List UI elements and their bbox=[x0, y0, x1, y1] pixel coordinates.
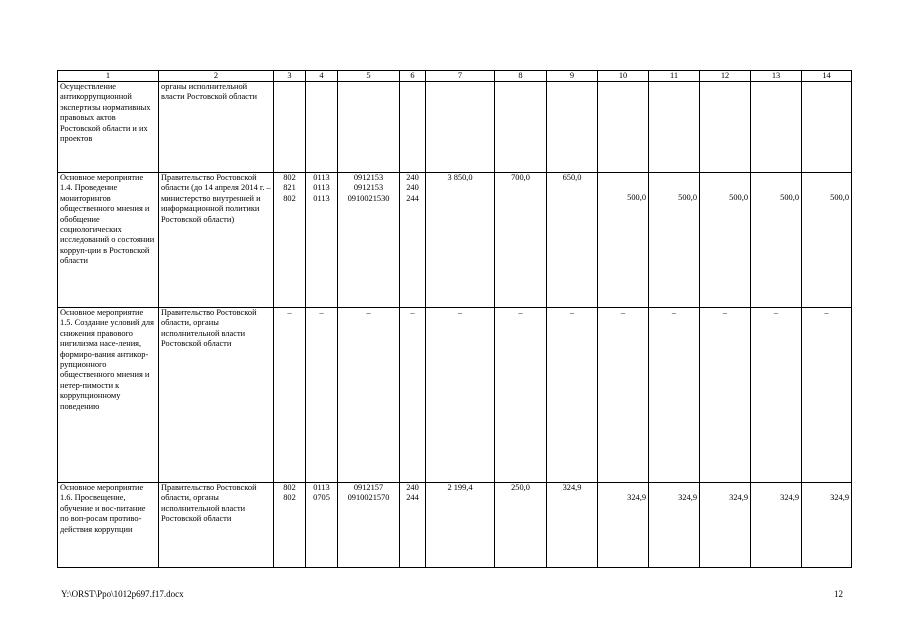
col-header: 8 bbox=[495, 71, 547, 82]
amount-cell: 324,9 bbox=[751, 483, 802, 568]
table-row bbox=[58, 173, 852, 308]
responsible-executor: Правительство Ростовской области, органы исполнительной власти Ростовской области bbox=[159, 308, 274, 483]
dash-cell: – bbox=[338, 308, 400, 483]
code-vr: 240 240 244 bbox=[400, 173, 426, 308]
column-number-row bbox=[58, 71, 852, 82]
budget-table bbox=[57, 70, 852, 568]
file-path: Y:\ORST\Ppo\1012p697.f17.docx bbox=[61, 589, 184, 599]
page-number: 12 bbox=[834, 589, 843, 599]
amount-cell: 324,9 bbox=[700, 483, 751, 568]
dash-cell: – bbox=[426, 308, 495, 483]
dash-cell: – bbox=[306, 308, 338, 483]
col-header: 6 bbox=[400, 71, 426, 82]
col-header: 11 bbox=[649, 71, 700, 82]
dash-cell: – bbox=[751, 308, 802, 483]
col-header: 7 bbox=[426, 71, 495, 82]
amount-cell: 500,0 bbox=[700, 173, 751, 308]
dash-cell: – bbox=[495, 308, 547, 483]
table-row bbox=[58, 82, 852, 173]
col-header: 10 bbox=[598, 71, 649, 82]
responsible-executor: органы исполнительной власти Ростовской области bbox=[159, 82, 274, 173]
amount-cell: 324,9 bbox=[547, 483, 598, 568]
activity-name: Основное мероприятие 1.4. Проведение мониторингов общественного мнения и обобщение социологических исследований о состоянии корруп-ции в Ростовской области bbox=[58, 173, 159, 308]
amount-cell: 500,0 bbox=[598, 173, 649, 308]
col-header: 14 bbox=[802, 71, 852, 82]
col-header: 5 bbox=[338, 71, 400, 82]
col-header: 12 bbox=[700, 71, 751, 82]
table-row bbox=[58, 308, 852, 483]
dash-cell: – bbox=[598, 308, 649, 483]
activity-name: Основное мероприятие 1.5. Создание условий для снижения правового нигилизма насе-ления, формиро-вания антикор-рупционного общественного мнения и нетер-пимости к коррупционному поведению bbox=[58, 308, 159, 483]
code-csr: 0912153 0912153 0910021530 bbox=[338, 173, 400, 308]
dash-cell: – bbox=[400, 308, 426, 483]
activity-name: Осуществление антикоррупционной экспертизы нормативных правовых актов Ростовской области и их проектов bbox=[58, 82, 159, 173]
dash-cell: – bbox=[547, 308, 598, 483]
amount-cell: 3 850,0 bbox=[426, 173, 495, 308]
code-csr: 0912157 0910021570 bbox=[338, 483, 400, 568]
amount-cell: 500,0 bbox=[649, 173, 700, 308]
col-header: 2 bbox=[159, 71, 274, 82]
col-header: 3 bbox=[274, 71, 306, 82]
code-rzpr: 0113 0113 0113 bbox=[306, 173, 338, 308]
dash-cell: – bbox=[700, 308, 751, 483]
table-row bbox=[58, 483, 852, 568]
col-header: 1 bbox=[58, 71, 159, 82]
amount-cell: 700,0 bbox=[495, 173, 547, 308]
dash-cell: – bbox=[274, 308, 306, 483]
code-grbs: 802 802 bbox=[274, 483, 306, 568]
dash-cell: – bbox=[649, 308, 700, 483]
amount-cell: 250,0 bbox=[495, 483, 547, 568]
responsible-executor: Правительство Ростовской области, органы исполнительной власти Ростовской области bbox=[159, 483, 274, 568]
amount-cell: 650,0 bbox=[547, 173, 598, 308]
amount-cell: 324,9 bbox=[598, 483, 649, 568]
activity-name: Основное мероприятие 1.6. Просвещение, обучение и вос-питание по воп-росам противо-действия коррупции bbox=[58, 483, 159, 568]
col-header: 13 bbox=[751, 71, 802, 82]
dash-cell: – bbox=[802, 308, 852, 483]
amount-cell: 324,9 bbox=[649, 483, 700, 568]
amount-cell: 2 199,4 bbox=[426, 483, 495, 568]
code-vr: 240 244 bbox=[400, 483, 426, 568]
col-header: 4 bbox=[306, 71, 338, 82]
amount-cell: 324,9 bbox=[802, 483, 852, 568]
amount-cell: 500,0 bbox=[751, 173, 802, 308]
responsible-executor: Правительство Ростовской области (до 14 апреля 2014 г. – министерство внутренней и информационной политики Ростовской области) bbox=[159, 173, 274, 308]
col-header: 9 bbox=[547, 71, 598, 82]
code-grbs: 802 821 802 bbox=[274, 173, 306, 308]
code-rzpr: 0113 0705 bbox=[306, 483, 338, 568]
amount-cell: 500,0 bbox=[802, 173, 852, 308]
